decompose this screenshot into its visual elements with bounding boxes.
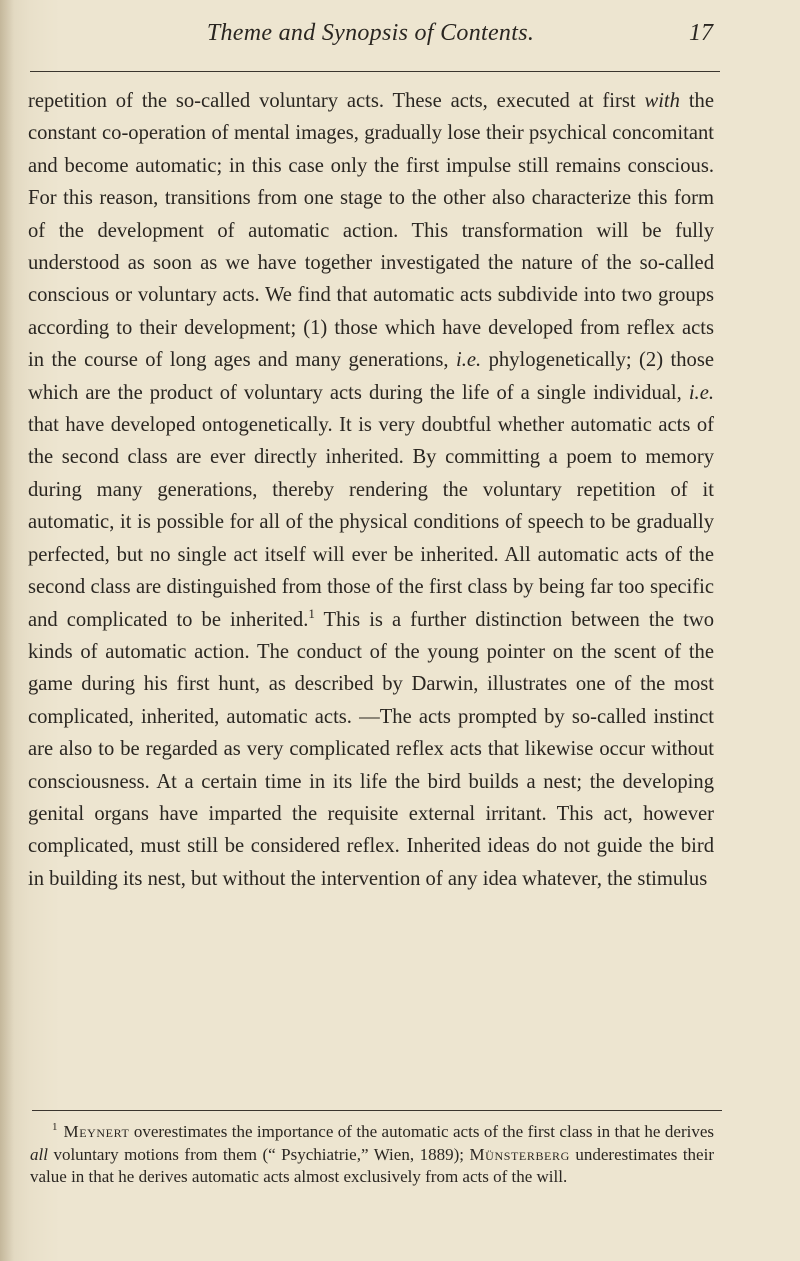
header-rule: [30, 71, 720, 72]
running-title: Theme and Synopsis of Contents.: [206, 20, 535, 46]
page-number: 17: [689, 20, 713, 46]
page-gutter-shadow: [0, 0, 14, 1261]
author-name-meynert: Meynert: [63, 1122, 130, 1141]
body-paragraph: [28, 85, 714, 895]
footnote-paragraph: [30, 1121, 714, 1189]
footnote-segment: voluntary motions from them (“ Psychiatrie,” Wien, 1889);: [47, 1144, 470, 1164]
footnote-marker: 1: [52, 1121, 58, 1134]
footnote: [30, 1121, 714, 1189]
body-segment: repetition of the so-called voluntary acts. These acts, executed at first: [28, 90, 645, 112]
footnote-segment: overestimates the importance of the automatic acts of the first class in that he derives: [129, 1122, 714, 1141]
running-head: [28, 20, 713, 54]
body-segment: that have developed ontogenetically. It is very doubtful whether automatic acts of the second class are ever directly inherited. By committing a poem to memory during many generations, thereby rendering the voluntary repetition of it automatic, it is possible for all of the physical conditions of speech to be gradually perfected, but no single act itself will ever be inherited. All automatic acts of the second class are distinguished from those of the first class by being far too specific and complicated to be inherited.: [28, 414, 714, 631]
author-name-munsterberg: Münsterberg: [469, 1144, 570, 1164]
body-segment: This is a further distinction between the two kinds of automatic action. The conduct of the young pointer on the scent of the game during his first hunt, as described by Darwin, illustrates one of the most complicated, inherited, automatic acts. —The acts prompted by so-called instinct are also to be regarded as very complicated reflex acts that likewise occur without consciousness. At a certain time in its life the bird builds a nest; the developing genital organs have imparted the requisite external irritant. This act, however complicated, must still be considered reflex. Inherited ideas do not guide the bird in building its nest, but without the intervention of any idea whatever, the stimulus: [28, 608, 714, 890]
footnote-reference: 1: [308, 605, 315, 621]
emphasis-ie: i.e.: [455, 349, 482, 372]
emphasis-all: all: [30, 1144, 48, 1164]
footnote-segment: underestimates their value in that he derives automatic acts almost exclusively from acts of the will.: [30, 1144, 714, 1187]
footnote-rule: [32, 1110, 722, 1111]
emphasis-ie: i.e.: [688, 381, 714, 404]
body-segment: phylogenetically; (2) those which are the product of voluntary acts during the life of a single individual,: [28, 349, 714, 404]
body-segment: the constant co-operation of mental images, gradually lose their psychical concomitant and become automatic; in this case only the first impulse still remains conscious. For this reason, transitions from one stage to the other also characterize this form of the development of automatic action. This transformation will be fully understood as soon as we have together investigated the nature of the so-called conscious or voluntary acts. We find that automatic acts subdivide into two groups according to their development; (1) those which have developed from reflex acts in the course of long ages and many generations,: [28, 90, 714, 372]
body-text: [28, 85, 714, 895]
emphasis-with: with: [644, 90, 680, 112]
